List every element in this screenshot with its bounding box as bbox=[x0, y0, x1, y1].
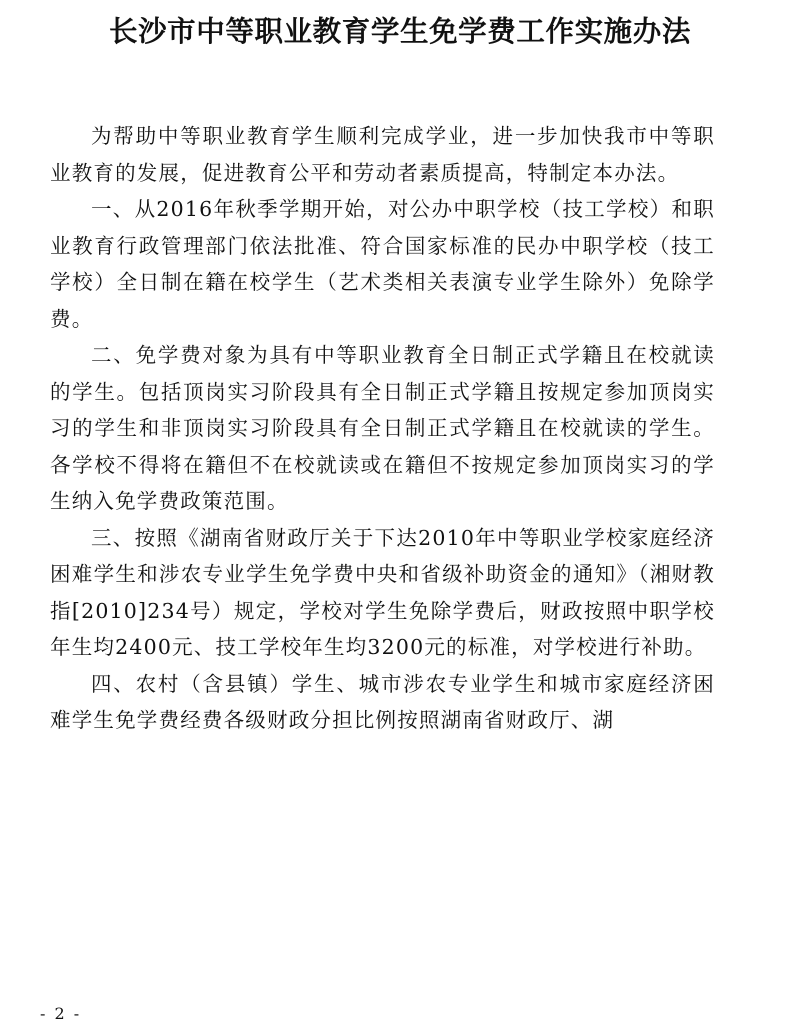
document-body bbox=[50, 118, 715, 739]
paragraph-article-1: 一、从2016年秋季学期开始，对公办中职学校（技工学校）和职业教育行政管理部门依法批准、符合国家标准的民办中职学校（技工学校）全日制在籍在校学生（艺术类相关表演专业学生除外）免除学费。 bbox=[50, 197, 715, 331]
paragraph-article-4: 四、农村（含县镇）学生、城市涉农专业学生和城市家庭经济困难学生免学费经费各级财政分担比例按照湖南省财政厅、湖 bbox=[50, 671, 715, 732]
page-number: - 2 - bbox=[40, 1004, 82, 1023]
paragraph-article-3: 三、按照《湖南省财政厅关于下达2010年中等职业学校家庭经济困难学生和涉农专业学生免学费中央和省级补助资金的通知》（湘财教指[2010]234号）规定，学校对学生免除学费后，财政按照中职学校年生均2400元、技工学校年生均3200元的标准，对学校进行补助。 bbox=[50, 525, 715, 659]
paragraph-article-2: 二、免学费对象为具有中等职业教育全日制正式学籍且在校就读的学生。包括顶岗实习阶段具有全日制正式学籍且按规定参加顶岗实习的学生和非顶岗实习阶段具有全日制正式学籍且在校就读的学生。各学校不得将在籍但不在校就读或在籍但不按规定参加顶岗实习的学生纳入免学费政策范围。 bbox=[50, 343, 715, 513]
paragraph-intro: 为帮助中等职业教育学生顺利完成学业，进一步加快我市中等职业教育的发展，促进教育公平和劳动者素质提高，特制定本办法。 bbox=[50, 124, 715, 185]
document-title: 长沙市中等职业教育学生免学费工作实施办法 bbox=[108, 15, 691, 48]
